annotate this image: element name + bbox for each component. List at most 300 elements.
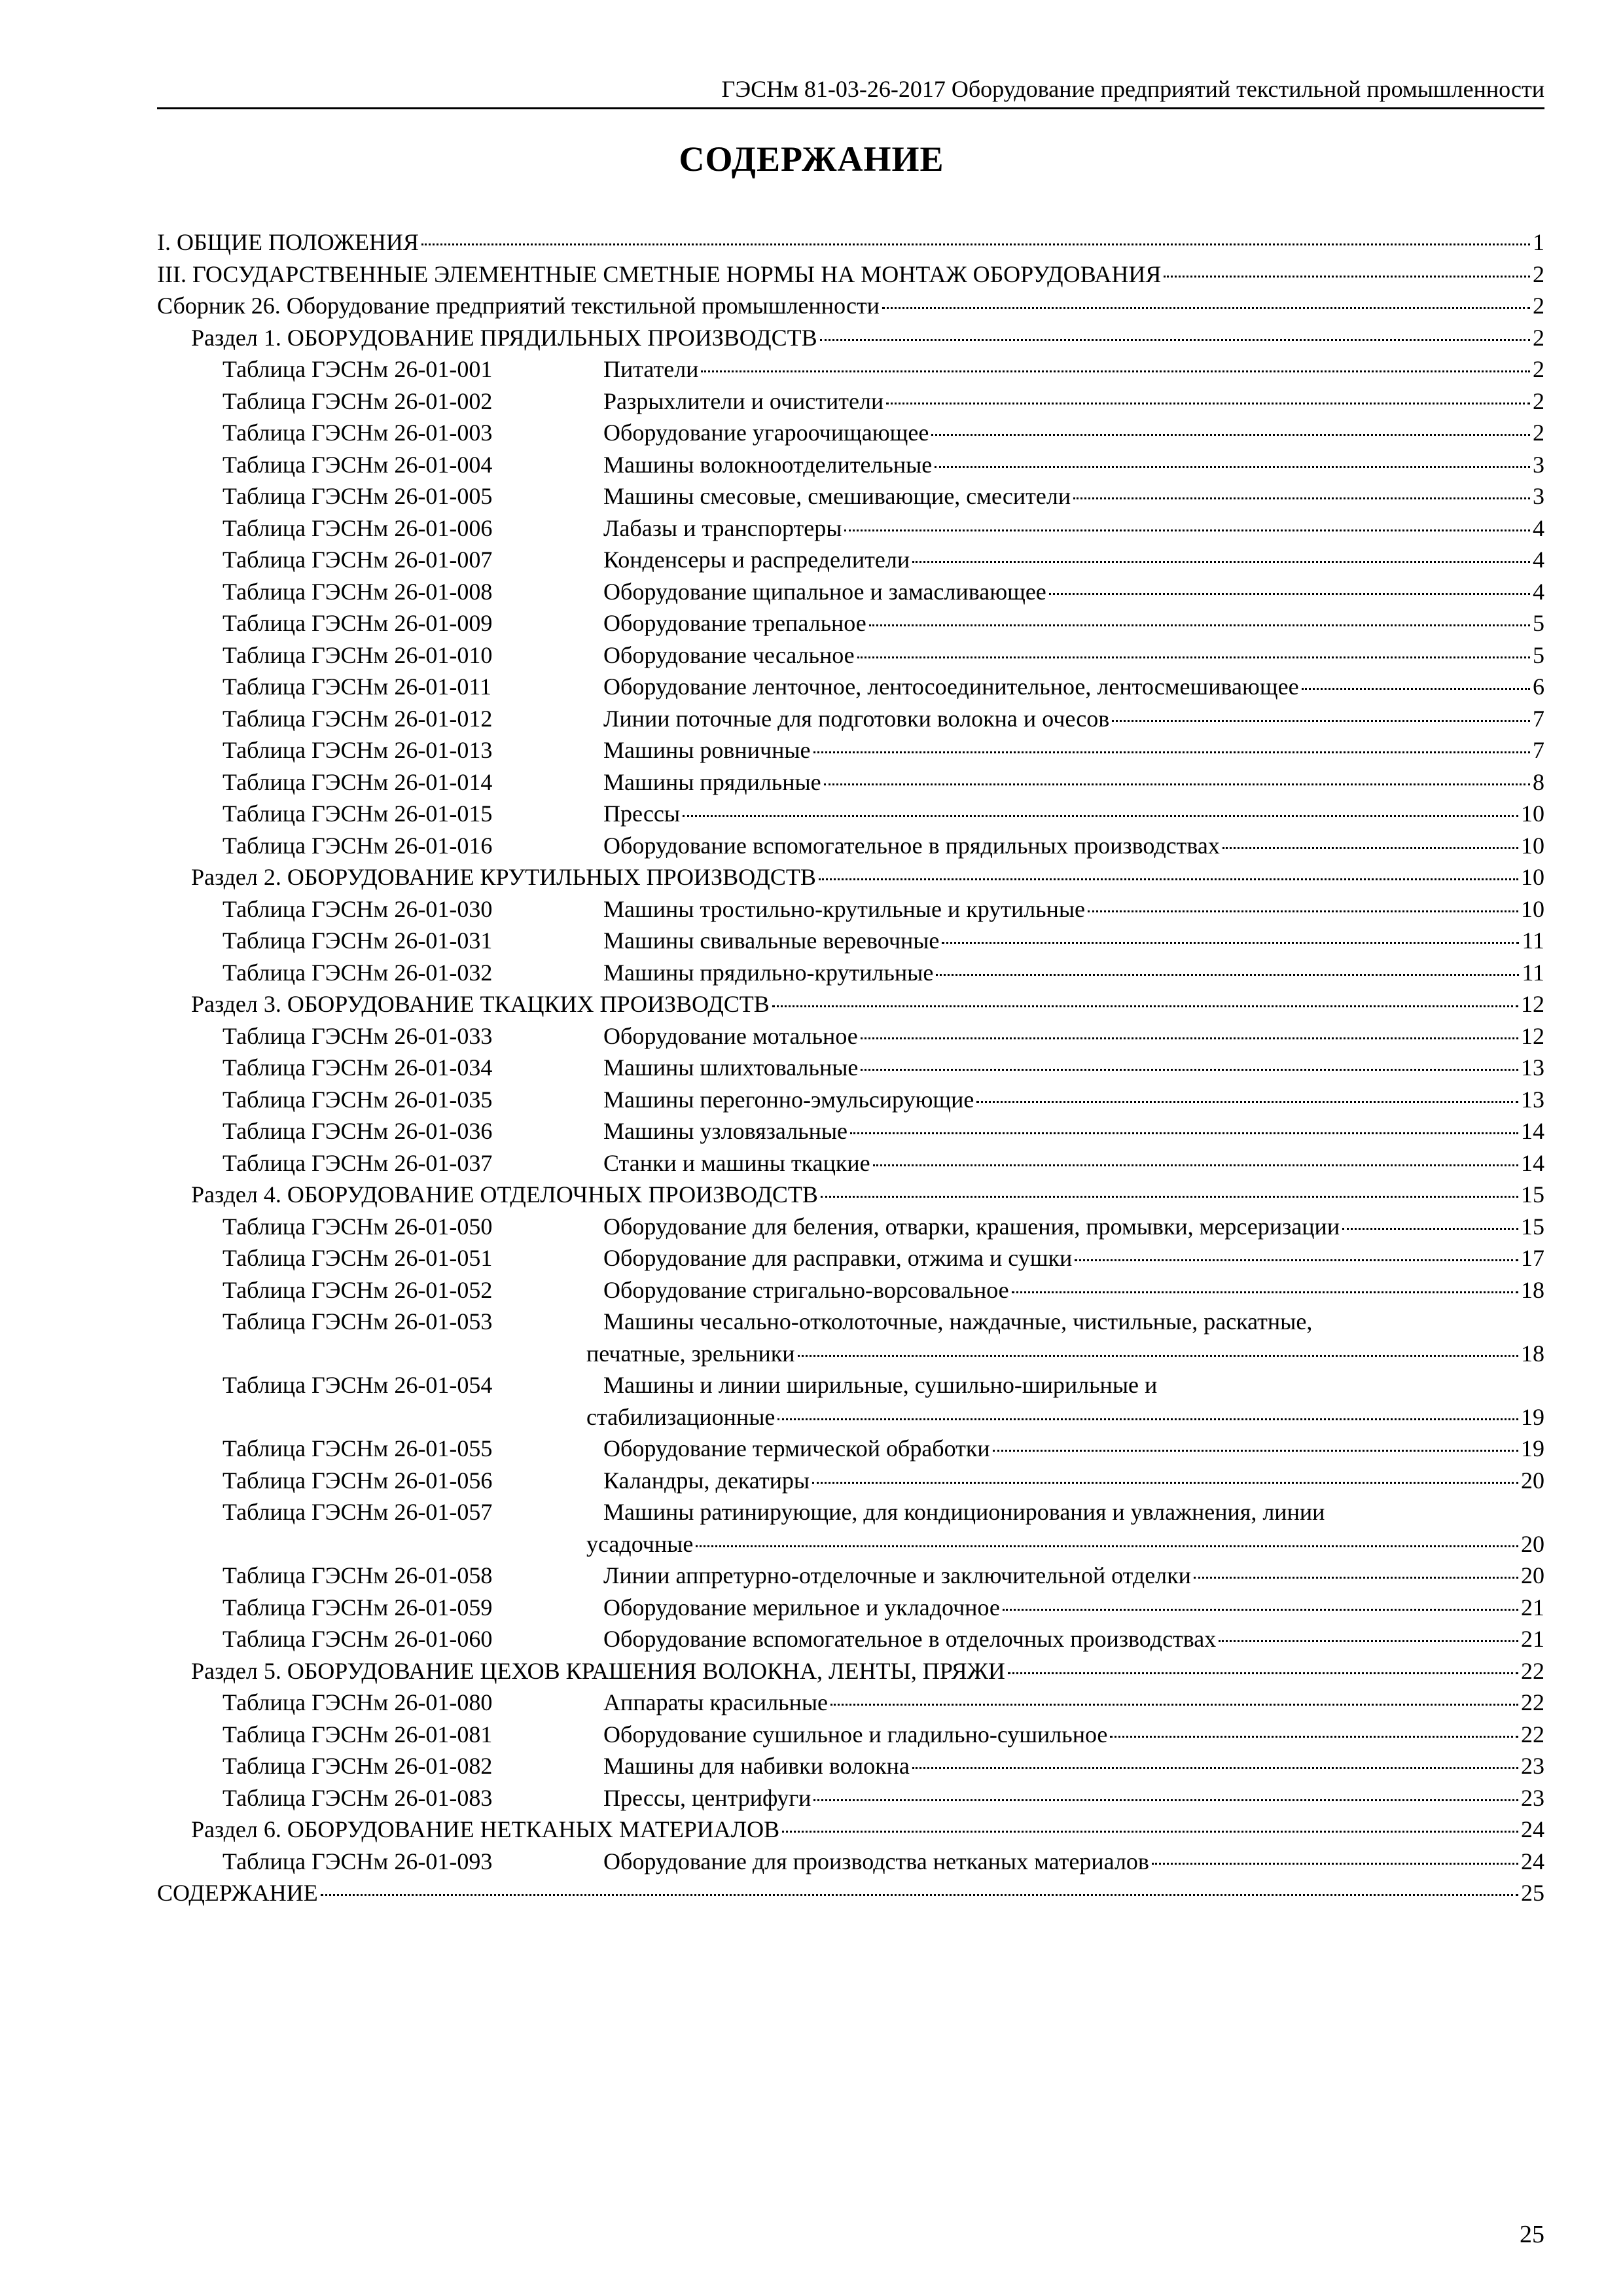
toc-entry <box>603 480 1544 512</box>
table-code: Таблица ГЭСНм 26-01-031 <box>223 927 493 954</box>
toc-entry <box>603 1592 1544 1624</box>
toc-page-number: 22 <box>1521 1689 1544 1715</box>
dot-leader <box>850 1132 1518 1134</box>
toc-entry-text: Оборудование угароочищающее <box>603 420 929 446</box>
toc-page-number: 22 <box>1521 1657 1544 1684</box>
dot-leader <box>777 1418 1518 1420</box>
toc-page-number: 25 <box>1521 1880 1544 1906</box>
toc-entry-text: Машины тростильно-крутильные и крутильные <box>603 895 1086 922</box>
table-code: Таблица ГЭСНм 26-01-080 <box>223 1689 493 1715</box>
dot-leader <box>861 1037 1518 1039</box>
toc-entry-text: Разрыхлители и очистители <box>603 387 884 414</box>
toc-page-number: 11 <box>1522 959 1544 986</box>
toc-entry-text: Прессы, центрифуги <box>603 1784 812 1811</box>
toc-entry <box>603 1147 1544 1179</box>
toc-entry-text: Оборудование для расправки, отжима и сушки <box>603 1245 1073 1271</box>
toc-page-number: 5 <box>1533 610 1544 636</box>
dot-leader <box>912 561 1530 563</box>
dot-leader <box>857 656 1530 658</box>
table-code: Таблица ГЭСНм 26-01-056 <box>223 1467 493 1494</box>
toc-entry <box>603 734 1544 766</box>
toc-page-number: 21 <box>1521 1626 1544 1652</box>
toc-page-number: 2 <box>1533 387 1544 414</box>
table-code: Таблица ГЭСНм 26-01-008 <box>223 578 493 605</box>
table-code: Таблица ГЭСНм 26-01-010 <box>223 641 493 668</box>
table-code: Таблица ГЭСНм 26-01-057 <box>223 1499 493 1525</box>
toc-page-number: 7 <box>1533 737 1544 763</box>
toc-page-number: 7 <box>1533 705 1544 732</box>
dot-leader <box>1110 1736 1518 1738</box>
dot-leader <box>813 751 1531 753</box>
dot-leader <box>812 1482 1518 1484</box>
toc-row-table[interactable] <box>157 639 1544 672</box>
toc-entry <box>603 449 1544 481</box>
toc-entry-text: Раздел 4. ОБОРУДОВАНИЕ ОТДЕЛОЧНЫХ ПРОИЗВОДСТВ <box>191 1181 818 1208</box>
toc-entry <box>157 226 1544 259</box>
toc-entry-text: Машины ровничные <box>603 737 811 763</box>
toc-entry-text: Машины шлихтовальные <box>603 1054 859 1081</box>
dot-leader <box>798 1355 1518 1357</box>
toc-page-number: 10 <box>1521 895 1544 922</box>
toc-entry-text: Оборудование для производства нетканых материалов <box>603 1848 1149 1874</box>
toc-entry-text: Оборудование термической обработки <box>603 1435 990 1462</box>
toc-page-number: 17 <box>1521 1245 1544 1271</box>
toc-entry <box>603 417 1544 449</box>
toc-page-number: 2 <box>1533 324 1544 351</box>
table-code: Таблица ГЭСНм 26-01-005 <box>223 483 493 509</box>
toc-row-table[interactable] <box>157 1242 1544 1274</box>
toc-row-section[interactable] <box>157 1655 1544 1687</box>
toc-entry-text: Раздел 1. ОБОРУДОВАНИЕ ПРЯДИЛЬНЫХ ПРОИЗВОДСТВ <box>191 324 817 351</box>
dot-leader <box>1049 593 1530 595</box>
toc-row-table[interactable] <box>157 576 1544 608</box>
toc-entry-text: Каландры, декатиры <box>603 1467 810 1494</box>
toc-row-table[interactable] <box>157 734 1544 766</box>
toc-row-table[interactable] <box>157 1623 1544 1655</box>
toc-row-table[interactable] <box>157 1433 1544 1465</box>
toc-page-number: 19 <box>1521 1435 1544 1462</box>
toc-entry-text: Оборудование вспомогательное в отделочных производствах <box>603 1626 1217 1652</box>
toc-entry <box>603 925 1544 957</box>
toc-page-number: 2 <box>1533 356 1544 382</box>
toc-entry <box>603 957 1544 989</box>
toc-entry-text: Линии поточные для подготовки волокна и очесов <box>603 705 1110 732</box>
toc-row-table[interactable] <box>157 512 1544 545</box>
dot-leader <box>882 307 1530 309</box>
toc-row-table[interactable] <box>157 957 1544 989</box>
toc-row-table[interactable] <box>157 1306 1544 1338</box>
toc-row-table[interactable] <box>157 830 1544 862</box>
toc-row-section[interactable] <box>157 1179 1544 1211</box>
toc-entry <box>603 1052 1544 1084</box>
toc-row-table[interactable] <box>157 417 1544 449</box>
toc-entry-text: Оборудование вспомогательное в прядильных производствах <box>603 832 1220 859</box>
toc-entry <box>157 1877 1544 1909</box>
toc-entry <box>603 893 1544 925</box>
toc-row-table[interactable] <box>157 1020 1544 1052</box>
toc-entry-text: Сборник 26. Оборудование предприятий текстильной промышленности <box>157 293 880 319</box>
dot-leader <box>873 1164 1518 1166</box>
toc-entry <box>191 988 1544 1020</box>
toc-row-table[interactable] <box>157 544 1544 576</box>
toc-row-table[interactable] <box>157 893 1544 925</box>
table-code: Таблица ГЭСНм 26-01-051 <box>223 1245 493 1271</box>
dot-leader <box>936 974 1519 976</box>
toc-entry <box>603 766 1544 798</box>
dot-leader <box>1342 1228 1518 1230</box>
toc-entry-text: Машины и линии ширильные, сушильно-ширильные и <box>603 1372 1158 1398</box>
dot-leader <box>830 1704 1518 1706</box>
dot-leader <box>824 783 1530 785</box>
dot-leader <box>421 243 1530 245</box>
table-code: Таблица ГЭСНм 26-01-033 <box>223 1022 493 1049</box>
toc-entry-text: Машины смесовые, смешивающие, смесители <box>603 483 1071 509</box>
dot-leader <box>1152 1863 1518 1865</box>
toc-page-number: 14 <box>1521 1149 1544 1176</box>
toc-entry <box>603 1465 1544 1497</box>
dot-leader <box>869 624 1530 626</box>
toc-entry <box>603 1115 1544 1147</box>
toc-row-table[interactable] <box>157 703 1544 735</box>
toc-entry <box>603 1020 1544 1052</box>
toc-entry <box>603 576 1544 608</box>
toc-row-top-level[interactable] <box>157 259 1544 291</box>
toc-entry <box>603 544 1544 576</box>
toc-row-continuation[interactable] <box>157 1338 1544 1370</box>
toc-page-number: 2 <box>1533 260 1544 287</box>
toc-entry-text: Станки и машины ткацкие <box>603 1149 870 1176</box>
toc-entry-text: Оборудование щипальное и замасливающее <box>603 578 1046 605</box>
toc-entry <box>603 1211 1544 1243</box>
toc-entry-text: Линии аппретурно-отделочные и заключительной отделки <box>603 1562 1191 1588</box>
toc-row-table[interactable] <box>157 1592 1544 1624</box>
running-header: ГЭСНм 81-03-26-2017 Оборудование предприятий текстильной промышленности <box>157 71 1544 109</box>
toc-entry <box>586 1528 1544 1560</box>
toc-page-number: 3 <box>1533 451 1544 478</box>
toc-row-table[interactable] <box>157 1750 1544 1782</box>
toc-entry-text: СОДЕРЖАНИЕ <box>157 1880 318 1906</box>
toc-entry-text: Прессы <box>603 800 681 827</box>
toc-page-number: 13 <box>1521 1054 1544 1081</box>
toc-page-number: 20 <box>1521 1467 1544 1494</box>
toc-page-number: 18 <box>1521 1340 1544 1367</box>
dot-leader <box>1088 910 1518 912</box>
toc-page-number: 20 <box>1521 1562 1544 1588</box>
toc-row-table[interactable] <box>157 1465 1544 1497</box>
dot-leader <box>813 1799 1518 1801</box>
toc-entry-text: стабилизационные <box>586 1403 776 1430</box>
toc-page-number: 8 <box>1533 768 1544 795</box>
table-code: Таблица ГЭСНм 26-01-052 <box>223 1276 493 1303</box>
table-code: Таблица ГЭСНм 26-01-014 <box>223 768 493 795</box>
toc-entry <box>191 861 1544 893</box>
toc-entry-text: Оборудование трепальное <box>603 610 866 636</box>
toc-row-section[interactable] <box>157 322 1544 354</box>
toc-row-table[interactable] <box>157 1369 1544 1401</box>
page-number: 25 <box>1520 2221 1544 2248</box>
table-code: Таблица ГЭСНм 26-01-050 <box>223 1213 493 1240</box>
table-code: Таблица ГЭСНм 26-01-011 <box>223 673 491 700</box>
toc-entry <box>157 290 1544 322</box>
dot-leader <box>1302 688 1530 690</box>
toc-page-number: 4 <box>1533 514 1544 541</box>
toc-entry-text: Оборудование сушильное и гладильно-сушильное <box>603 1721 1108 1748</box>
table-code: Таблица ГЭСНм 26-01-015 <box>223 800 493 827</box>
toc-page-number: 21 <box>1521 1594 1544 1621</box>
toc-page-number: 10 <box>1521 800 1544 827</box>
toc-entry-text: I. ОБЩИЕ ПОЛОЖЕНИЯ <box>157 229 419 255</box>
toc-entry-text: Оборудование для беления, отварки, крашения, промывки, мерсеризации <box>603 1213 1340 1240</box>
dot-leader <box>993 1450 1518 1452</box>
dot-leader <box>696 1545 1518 1547</box>
table-code: Таблица ГЭСНм 26-01-016 <box>223 832 493 859</box>
toc-page-number: 4 <box>1533 578 1544 605</box>
toc-row-table[interactable] <box>157 671 1544 703</box>
dot-leader <box>1164 276 1530 278</box>
toc-page-number: 12 <box>1521 1022 1544 1049</box>
toc-entry-text: печатные, зрельники <box>586 1340 795 1367</box>
dot-leader <box>821 1196 1518 1198</box>
toc-row-table[interactable] <box>157 766 1544 798</box>
toc-entry <box>603 798 1544 830</box>
toc-entry <box>191 1655 1544 1687</box>
table-code: Таблица ГЭСНм 26-01-004 <box>223 451 493 478</box>
table-code: Таблица ГЭСНм 26-01-036 <box>223 1118 493 1144</box>
toc-page-number: 23 <box>1521 1753 1544 1779</box>
dot-leader <box>1073 497 1530 499</box>
toc-entry-text: Раздел 3. ОБОРУДОВАНИЕ ТКАЦКИХ ПРОИЗВОДСТВ <box>191 991 770 1017</box>
toc-entry-text: Оборудование ленточное, лентосоединительное, лентосмешивающее <box>603 673 1299 700</box>
toc-entry-text: Питатели <box>603 356 699 382</box>
toc-entry <box>603 1782 1544 1814</box>
toc-entry <box>603 1369 1544 1401</box>
toc-entry <box>191 1179 1544 1211</box>
table-code: Таблица ГЭСНм 26-01-055 <box>223 1435 493 1462</box>
toc-row-continuation[interactable] <box>157 1528 1544 1560</box>
toc-entry-text: Машины прядильно-крутильные <box>603 959 934 986</box>
table-code: Таблица ГЭСНм 26-01-001 <box>223 356 493 382</box>
table-code: Таблица ГЭСНм 26-01-053 <box>223 1308 493 1335</box>
toc-entry-text: Раздел 2. ОБОРУДОВАНИЕ КРУТИЛЬНЫХ ПРОИЗВОДСТВ <box>191 864 816 890</box>
toc-entry <box>603 1687 1544 1719</box>
dot-leader <box>931 434 1530 436</box>
table-code: Таблица ГЭСНм 26-01-060 <box>223 1626 493 1652</box>
dot-leader <box>935 466 1530 468</box>
toc-row-table[interactable] <box>157 1719 1544 1751</box>
toc-entry-text: Машины ратинирующие, для кондиционирования и увлажнения, линии <box>603 1499 1325 1525</box>
toc-entry <box>603 1719 1544 1751</box>
toc-page-number: 23 <box>1521 1784 1544 1811</box>
toc-row-top-level[interactable] <box>157 1877 1544 1909</box>
toc-row-table[interactable] <box>157 1687 1544 1719</box>
dot-leader <box>701 370 1530 372</box>
toc-row-table[interactable] <box>157 1115 1544 1147</box>
toc-page-number: 6 <box>1533 673 1544 700</box>
table-code: Таблица ГЭСНм 26-01-012 <box>223 705 493 732</box>
toc-row-table[interactable] <box>157 449 1544 481</box>
toc-entry <box>603 1846 1544 1878</box>
dot-leader <box>1003 1609 1518 1611</box>
dot-leader <box>772 1005 1518 1007</box>
table-code: Таблица ГЭСНм 26-01-082 <box>223 1753 493 1779</box>
table-code: Таблица ГЭСНм 26-01-037 <box>223 1149 493 1176</box>
table-code: Таблица ГЭСНм 26-01-009 <box>223 610 493 636</box>
dot-leader <box>1112 720 1530 722</box>
toc-entry-text: Машины волокноотделительные <box>603 451 933 478</box>
toc-entry-text: Раздел 5. ОБОРУДОВАНИЕ ЦЕХОВ КРАШЕНИЯ ВОЛОКНА, ЛЕНТЫ, ПРЯЖИ <box>191 1657 1005 1684</box>
toc-entry-text: Конденсеры и распределители <box>603 547 910 573</box>
toc-entry-text: Оборудование чесальное <box>603 641 855 668</box>
toc-row-section[interactable] <box>157 861 1544 893</box>
toc-entry-text: Оборудование стригально-ворсовальное <box>603 1276 1009 1303</box>
toc-row-table[interactable] <box>157 353 1544 386</box>
toc-entry <box>603 353 1544 386</box>
table-code: Таблица ГЭСНм 26-01-034 <box>223 1054 493 1081</box>
toc-entry <box>603 1433 1544 1465</box>
toc-page-number: 20 <box>1521 1530 1544 1557</box>
toc-page-number: 10 <box>1521 832 1544 859</box>
toc-entry-text: Аппараты красильные <box>603 1689 829 1715</box>
toc-page-number: 14 <box>1521 1118 1544 1144</box>
table-code: Таблица ГЭСНм 26-01-093 <box>223 1848 493 1874</box>
toc-entry <box>191 322 1544 354</box>
table-code: Таблица ГЭСНм 26-01-002 <box>223 387 493 414</box>
dot-leader <box>886 403 1530 404</box>
toc-entry <box>603 1306 1544 1338</box>
toc-entry-text: Машины прядильные <box>603 768 821 795</box>
toc-row-continuation[interactable] <box>157 1401 1544 1433</box>
table-code: Таблица ГЭСНм 26-01-006 <box>223 514 493 541</box>
toc-row-table[interactable] <box>157 1560 1544 1592</box>
toc-entry-text: III. ГОСУДАРСТВЕННЫЕ ЭЛЕМЕНТНЫЕ СМЕТНЫЕ НОРМЫ НА МОНТАЖ ОБОРУДОВАНИЯ <box>157 260 1162 287</box>
toc-entry <box>603 607 1544 639</box>
dot-leader <box>1194 1577 1518 1579</box>
table-of-contents <box>157 226 1544 1909</box>
toc-row-table[interactable] <box>157 1147 1544 1179</box>
dot-leader <box>844 529 1530 531</box>
dot-leader <box>321 1894 1518 1896</box>
toc-row-table[interactable] <box>157 386 1544 418</box>
toc-row-table[interactable] <box>157 1052 1544 1084</box>
toc-row-table[interactable] <box>157 1782 1544 1814</box>
toc-entry-text: Машины чесально-отколоточные, наждачные, чистильные, раскатные, <box>603 1308 1313 1335</box>
toc-page-number: 10 <box>1521 864 1544 890</box>
toc-entry <box>603 671 1544 703</box>
toc-entry <box>603 1750 1544 1782</box>
toc-entry <box>603 1274 1544 1306</box>
toc-entry-text: Оборудование мерильное и укладочное <box>603 1594 1000 1621</box>
toc-entry <box>603 830 1544 862</box>
table-code: Таблица ГЭСНм 26-01-054 <box>223 1372 493 1398</box>
dot-leader <box>1222 847 1518 849</box>
toc-page-number: 1 <box>1533 229 1544 255</box>
toc-row-table[interactable] <box>157 607 1544 639</box>
toc-entry-text: Оборудование мотальное <box>603 1022 858 1049</box>
table-code: Таблица ГЭСНм 26-01-059 <box>223 1594 493 1621</box>
toc-page-number: 4 <box>1533 547 1544 573</box>
table-code: Таблица ГЭСНм 26-01-030 <box>223 895 493 922</box>
table-code: Таблица ГЭСНм 26-01-007 <box>223 547 493 573</box>
toc-row-section[interactable] <box>157 988 1544 1020</box>
toc-page-number: 24 <box>1521 1816 1544 1842</box>
toc-page-number: 13 <box>1521 1086 1544 1113</box>
table-code: Таблица ГЭСНм 26-01-083 <box>223 1784 493 1811</box>
toc-row-table[interactable] <box>157 1846 1544 1878</box>
dot-leader <box>1075 1259 1518 1261</box>
toc-entry-text: Машины свивальные веревочные <box>603 927 940 954</box>
toc-row-table[interactable] <box>157 1211 1544 1243</box>
toc-entry <box>603 1084 1544 1116</box>
dot-leader <box>912 1767 1518 1769</box>
toc-entry <box>191 1814 1544 1846</box>
table-code: Таблица ГЭСНм 26-01-035 <box>223 1086 493 1113</box>
toc-row-table[interactable] <box>157 798 1544 830</box>
toc-entry-text: Машины перегонно-эмульсирующие <box>603 1086 974 1113</box>
page-title: СОДЕРЖАНИЕ <box>679 139 944 179</box>
dot-leader <box>1008 1672 1518 1674</box>
toc-page-number: 2 <box>1533 420 1544 446</box>
toc-entry <box>586 1338 1544 1370</box>
toc-entry-text: Машины для набивки волокна <box>603 1753 910 1779</box>
toc-row-section[interactable] <box>157 1814 1544 1846</box>
toc-entry <box>603 386 1544 418</box>
toc-entry <box>586 1401 1544 1433</box>
toc-page-number: 22 <box>1521 1721 1544 1748</box>
toc-page-number: 5 <box>1533 641 1544 668</box>
toc-page-number: 2 <box>1533 293 1544 319</box>
toc-entry <box>603 1496 1544 1528</box>
toc-row-top-level[interactable] <box>157 226 1544 259</box>
toc-row-table[interactable] <box>157 1496 1544 1528</box>
table-code: Таблица ГЭСНм 26-01-032 <box>223 959 493 986</box>
table-code: Таблица ГЭСНм 26-01-013 <box>223 737 493 763</box>
toc-entry <box>603 639 1544 672</box>
toc-row-top-level[interactable] <box>157 290 1544 322</box>
dot-leader <box>942 942 1519 944</box>
toc-page-number: 18 <box>1521 1276 1544 1303</box>
toc-entry <box>603 703 1544 735</box>
toc-entry-text: Раздел 6. ОБОРУДОВАНИЕ НЕТКАНЫХ МАТЕРИАЛОВ <box>191 1816 780 1842</box>
toc-entry <box>603 1623 1544 1655</box>
toc-page-number: 11 <box>1522 927 1544 954</box>
dot-leader <box>819 878 1518 880</box>
table-code: Таблица ГЭСНм 26-01-081 <box>223 1721 493 1748</box>
toc-row-table[interactable] <box>157 1274 1544 1306</box>
dot-leader <box>1012 1291 1518 1293</box>
toc-entry-text: усадочные <box>586 1530 694 1557</box>
toc-entry-text: Лабазы и транспортеры <box>603 514 842 541</box>
toc-entry <box>157 259 1544 291</box>
toc-page-number: 24 <box>1521 1848 1544 1874</box>
dot-leader <box>683 815 1518 817</box>
toc-row-table[interactable] <box>157 1084 1544 1116</box>
toc-page-number: 12 <box>1521 991 1544 1017</box>
table-code: Таблица ГЭСНм 26-01-003 <box>223 420 493 446</box>
dot-leader <box>861 1069 1518 1071</box>
toc-page-number: 19 <box>1521 1403 1544 1430</box>
toc-row-table[interactable] <box>157 480 1544 512</box>
dot-leader <box>820 339 1530 341</box>
toc-page-number: 3 <box>1533 483 1544 509</box>
dot-leader <box>1219 1640 1518 1642</box>
table-code: Таблица ГЭСНм 26-01-058 <box>223 1562 493 1588</box>
dot-leader <box>976 1101 1518 1103</box>
toc-page-number: 15 <box>1521 1181 1544 1208</box>
toc-entry <box>603 1242 1544 1274</box>
toc-row-table[interactable] <box>157 925 1544 957</box>
toc-entry-text: Машины узловязальные <box>603 1118 848 1144</box>
toc-page-number: 15 <box>1521 1213 1544 1240</box>
